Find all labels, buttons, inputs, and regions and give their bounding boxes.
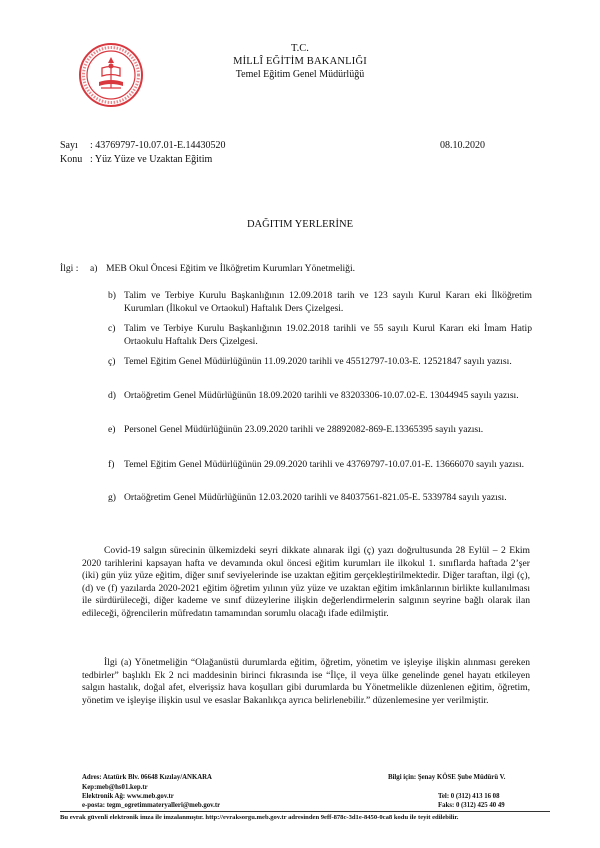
reference-item xyxy=(108,323,532,348)
reference-marker: c) xyxy=(108,323,116,334)
footer-tel: Tel: 0 (312) 413 16 08 xyxy=(438,793,500,800)
reference-item xyxy=(90,263,532,276)
reference-item xyxy=(108,424,532,437)
ministry-logo xyxy=(78,42,144,108)
footer-divider xyxy=(60,811,550,812)
distribution-title: DAĞITIM YERLERİNE xyxy=(246,219,354,230)
reference-text: Ortaöğretim Genel Müdürlüğünün 18.09.2020 tarihli ve 83203306-10.07.02-E. 13044945 sayılı yazısı. xyxy=(124,390,519,401)
reference-text: Talim ve Terbiye Kurulu Başkanlığının 12.09.2018 tarih ve 123 sayılı Kurul Kararı eki İlköğretim Kurumları (İlkokul ve Ortaokul) Haftalık Ders Çizelgesi. xyxy=(124,290,532,314)
body-paragraph-2 xyxy=(82,657,530,707)
konu-label: Konu xyxy=(60,154,83,165)
reference-marker: b) xyxy=(108,290,116,301)
sayi-row xyxy=(60,139,226,153)
footer-address: Adres: Atatürk Blv. 06648 Kızılay/ANKARA xyxy=(82,774,212,781)
header-tc: T.C. xyxy=(291,43,309,54)
reference-marker: a) xyxy=(90,263,98,274)
reference-item xyxy=(108,459,532,472)
konu-row xyxy=(60,153,212,167)
reference-marker: d) xyxy=(108,390,116,401)
document-date: 08.10.2020 xyxy=(440,140,485,151)
footer-info: Bilgi için: Şenay KÖSE Şube Müdürü V. xyxy=(388,774,506,781)
reference-marker: e) xyxy=(108,424,116,435)
reference-marker: ç) xyxy=(108,356,116,367)
reference-text: Talim ve Terbiye Kurulu Başkanlığının 19.02.2018 tarihli ve 55 sayılı Kurul Kararı eki İmam Hatip Ortaokulu Haftalık Ders Çizelgesi. xyxy=(124,323,532,347)
reference-text: Personel Genel Müdürlüğünün 23.09.2020 tarihli ve 28892082-869-E.13365395 sayılı yazısı. xyxy=(124,424,484,435)
reference-marker: f) xyxy=(108,459,115,470)
reference-item xyxy=(108,492,532,505)
reference-text: Temel Eğitim Genel Müdürlüğünün 11.09.2020 tarihli ve 45512797-10.03-E. 12521847 sayılı yazısı. xyxy=(124,356,512,367)
body-paragraph-1 xyxy=(82,545,530,621)
ilgi-label: İlgi : xyxy=(60,263,79,274)
footer-web: Elektronik Ağ: www.meb.gov.tr xyxy=(82,793,174,800)
verification-note: Bu evrak güvenli elektronik imza ile imzalanmıştır. http://evraksorgu.meb.gov.tr adresinden 9eff-878c-3d1e-8450-0ca8 kodu ile teyit edilebilir. xyxy=(60,814,459,821)
reference-item xyxy=(108,356,532,369)
reference-text: Ortaöğretim Genel Müdürlüğünün 12.03.2020 tarihli ve 84037561-821.05-E. 5339784 sayılı yazısı. xyxy=(124,492,507,503)
footer-kep: Kep:meb@hs01.kep.tr xyxy=(82,784,148,791)
header-ministry: MİLLÎ EĞİTİM BAKANLIĞI xyxy=(233,56,367,67)
paragraph-1-text: Covid-19 salgın sürecinin ülkemizdeki seyri dikkate alınarak ilgi (ç) yazı doğrultusunda 28 Eylül – 2 Ekim 2020 tarihlerini kapsayan hafta ve devamında okul öncesi eğitim kurumları ile ilkokul 1. sınıflarda haftada 2’şer (iki) gün yüz yüze eğitim, diğer sınıf seviyelerinde ise uzaktan eğitim gerçekleştirilmektedir. Diğer taraftan, ilgi (ç), (d) ve (f) yazılarda 2020-2021 eğitim öğretim yılının yüz yüze ve uzaktan eğitim imkânlarının birlikte kullanılması ile sürdürüleceği, diğer kademe ve sınıf düzeylerine ilişkin değerlendirmelerin salgının seyrine bağlı olarak ilan edileceği, öğrencilerin müfredatın tamamından sorumlu olacağı ifade edilmiştir. xyxy=(82,545,530,619)
konu-value: : Yüz Yüze ve Uzaktan Eğitim xyxy=(90,154,213,165)
reference-marker: g) xyxy=(108,492,116,503)
sayi-label: Sayı xyxy=(60,140,78,151)
sayi-value: : 43769797-10.07.01-E.14430520 xyxy=(90,140,226,151)
reference-item xyxy=(108,390,532,403)
paragraph-2-text: İlgi (a) Yönetmeliğin “Olağanüstü durumlarda eğitim, öğretim, yönetim ve işleyişe ilişkin alınması gereken tedbirler” başlıklı Ek 2 nci maddesinin birinci fıkrasında ise “İlçe, il veya ülke genelinde genel hayatı etkileyen salgın hastalık, doğal afet, elverişsiz hava koşulları gibi durumlarda bu Yönetmelikle düzenlenen eğitim, öğretim, yönetim ve işleyişe ilişkin usul ve esaslar Bakanlıkça ayrıca belirlenebilir.” düzenlemesine yer verilmiştir. xyxy=(82,657,530,706)
ministry-emblem-icon xyxy=(78,42,144,108)
reference-item xyxy=(108,290,532,315)
reference-text: Temel Eğitim Genel Müdürlüğünün 29.09.2020 tarihli ve 43769797-10.07.01-E. 13666070 sayılı yazısı. xyxy=(124,459,525,470)
footer-fax: Faks: 0 (312) 425 40 49 xyxy=(438,802,505,809)
header-department: Temel Eğitim Genel Müdürlüğü xyxy=(235,69,365,80)
reference-text: MEB Okul Öncesi Eğitim ve İlköğretim Kurumları Yönetmeliği. xyxy=(106,263,356,274)
footer-eposta: e-posta: tegm_ogretimmateryalleri@meb.gov.tr xyxy=(82,802,221,809)
